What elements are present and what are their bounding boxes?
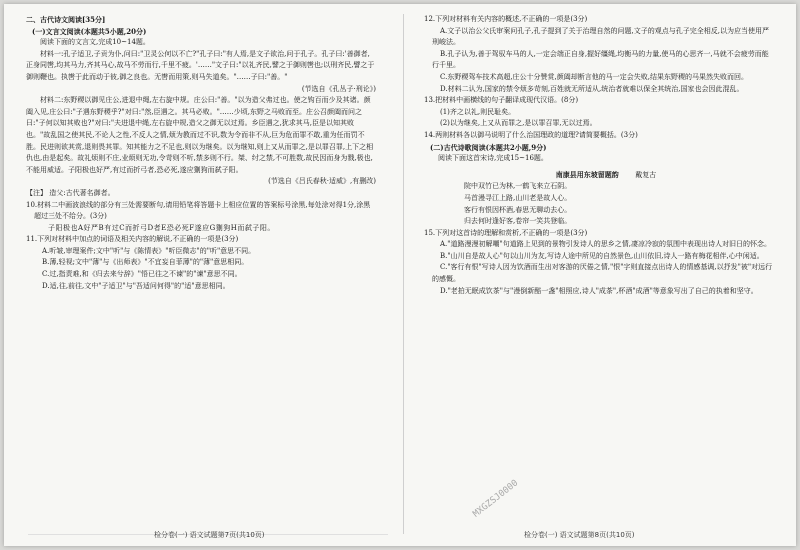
question-12: 12.下列对材料有关内容的概述,不正确的一项是(3分) bbox=[424, 15, 588, 23]
poem-line: 归去何时逢好客,卷帘一笑共登临。 bbox=[464, 217, 572, 226]
watermark-stamp: MXGZSJ0000 bbox=[471, 478, 521, 520]
material-one-source: (节选自《孔丛子·刑论》) bbox=[301, 84, 376, 93]
question-11-option-d: D.适,往,前往,文中"子适卫"与"吾适问何得"的"适"意思相同。 bbox=[42, 281, 230, 290]
material-two: 材料二:东野稷以御见庄公,进退中绳,左右旋中规。庄公曰:"善。"以为造父弗过也。使之钩百而少及其诸。颜阖入见,庄公曰:"子遇东野稷乎?"对曰:"然,臣遇之。其马必败。"……少顷,东野之马败而至。庄公召颜阖而问之曰:"子何以知其败也?"对曰:"夫进退中绳,左右旋中规,造父之御无以过焉。乡臣遇之,犹求其马,臣是以知其败也。"故乱国之使其民,不论人之性,不反人之情,烦为教而过不识,数为令而非不从,巨为危而罪不敢,重为任而罚不胜。民进则欲其赏,退则畏其罪。知其能力之不足也,则以为继矣。以为继知,则上又从而罪之,是以罪召罪,上下之相仇也,由是起矣。故礼烦则不庄,业烦则无功,令苛则不听,禁多则不行。桀、纣之禁,不可胜数,故民因而身为戮,极也,不能用威适。子阳极也好严,有过而折弓者,恐必死,遂应猘狗而弑子阳。 bbox=[26, 96, 374, 174]
question-15-option-d: D."老拍无眠成饮茶"与"漫倒新醅一盏"相照应,诗人"成茶",杯酒"成酒"等意象写出了自己的执着和坚守。 bbox=[440, 286, 758, 295]
poem-line: 客行有恨因杯酒,春思无聊动去心。 bbox=[464, 205, 572, 214]
question-15: 15.下列对这首诗的理解和赏析,不正确的一项是(3分) bbox=[424, 228, 588, 237]
question-12-option-a: A.文子以治公父氏审案问孔子,孔子提到了关于治理自然的问题,文子的观点与孔子完全相反,以为应当使用严刑峻法。 bbox=[432, 26, 769, 47]
question-11-option-b: B.薄,轻视;文中"薄"与《出师表》"不宜妄自菲薄"的"薄"意思相同。 bbox=[42, 258, 249, 267]
section-heading: 二、古代诗文阅读[35分] bbox=[26, 15, 106, 24]
material-one: 材料一:孔子适卫,子贡为仆,问曰:"卫灵公何以不亡?"孔子曰:"有人焉,是文子欲治,问于孔子。孔子曰:'善御者,正身同辔,均其马力,齐其马心,故马不劳而行,千里不疲。'……"文子曰:"以礼齐民,譬之于御则辔也;以刑齐民,譬之于御则鞭也。执辔于此而动于彼,御之良也。无辔而用策,则马失道矣。"……子曰:"善。" bbox=[26, 49, 375, 81]
poem-line: 院中双竹已为林,一鹤飞来立石阴。 bbox=[464, 182, 572, 191]
question-11: 11.下列对材料中加点的词语及相关内容的解说,不正确的一项是(3分) bbox=[26, 235, 239, 244]
question-15-option-b: B."山川自是故人心"句以山川为友,写诗人途中所见的自然景色,山川依旧,诗人一路有梅花相伴,心中闲适。 bbox=[440, 251, 764, 260]
question-11-option-c: C.过,指责难,和《归去来兮辞》"悟已往之不谏"的"谏"意思不同。 bbox=[42, 270, 242, 279]
question-14: 14.两则材料各以御马说明了什么治国理政的道理?请简要概括。(3分) bbox=[424, 130, 638, 139]
right-page bbox=[424, 14, 774, 514]
question-12-option-c: C.东野稷驾车技术高超,庄公十分赞赏,颜阖却断言他的马一定会失败,结果东野稷的马果然失败而回。 bbox=[440, 72, 749, 81]
question-12-option-b: B.孔子认为,善于驾驭车马的人,一定会端正自身,握好缰绳,均衡马的力量,使马的心思齐一,马就不会疲劳而能行千里。 bbox=[432, 49, 769, 70]
poem-title-text: 南康县用东坡留题韵 bbox=[555, 169, 619, 179]
exam-sheet bbox=[4, 4, 796, 546]
reading-instruction: 阅读下面的文言文,完成10~14题。 bbox=[40, 38, 150, 47]
left-page bbox=[26, 14, 376, 514]
left-footer: 检分卷(一) 语文试题第7页(共10页) bbox=[154, 531, 265, 539]
footnote: 【注】 造父:古代著名御者。 bbox=[26, 188, 115, 197]
question-13: 13.把材料中画横线的句子翻译成现代汉语。(8分) bbox=[424, 96, 579, 105]
question-12-option-d: D.材料二认为,国家的禁令烦多苛刻,百姓就无所适从,统治者就难以保全其统治,国家也会因此混乱。 bbox=[440, 84, 744, 93]
poem-title bbox=[424, 169, 774, 182]
question-13-part-2: (2)以为继矣,上又从而罪之,是以罪召罪,无以过焉。 bbox=[440, 119, 597, 128]
question-13-part-1: (1)齐之以礼,则民耻矣。 bbox=[440, 107, 516, 116]
poetry-instruction: 阅读下面这首宋诗,完成15~16题。 bbox=[438, 154, 548, 163]
poem-author: 戴复古 bbox=[635, 170, 657, 179]
poetry-subsection-heading: (二)古代诗歌阅读(本题共2小题,9分) bbox=[430, 142, 547, 152]
subsection-heading: (一)文言文阅读(本题共5小题,20分) bbox=[32, 26, 147, 36]
question-10-sentence: 子阳极也A好严B有过C而折弓D者E恐必死F遂应G猘狗H而弑子阳。 bbox=[48, 223, 275, 232]
right-footer: 检分卷(一) 语文试题第8页(共10页) bbox=[524, 531, 635, 539]
poem-line: 马首漫寻江上路,山川老是故人心。 bbox=[464, 193, 572, 202]
question-10: 10.材料二中画波浪线的部分有三处需要断句,请用铅笔将答题卡上相应位置的答案标号涂黑,每处涂对得1分,涂黑超过三处不给分。(3分) bbox=[26, 200, 371, 221]
material-two-source: (节选自《吕氏春秋·适威》,有删改) bbox=[268, 177, 376, 186]
page-divider bbox=[403, 14, 404, 534]
question-15-option-a: A."道路漫漫初解嘲"句道路上见到的景物引发诗人的思乡之情,凄凉冷寂的氛围中表现出诗人对旧日的怀念。 bbox=[440, 240, 771, 249]
question-11-option-a: A.听皱,审理案件;文中"听"与《陈情表》"听臣微志"的"听"意思不同。 bbox=[42, 246, 256, 255]
question-15-option-c: C."客行有恨"写诗人因为饮酒而生出对客游的厌倦之情,"恨"字则直接点出诗人的情感基调,以抒发"被"对远行的感慨。 bbox=[432, 263, 773, 284]
